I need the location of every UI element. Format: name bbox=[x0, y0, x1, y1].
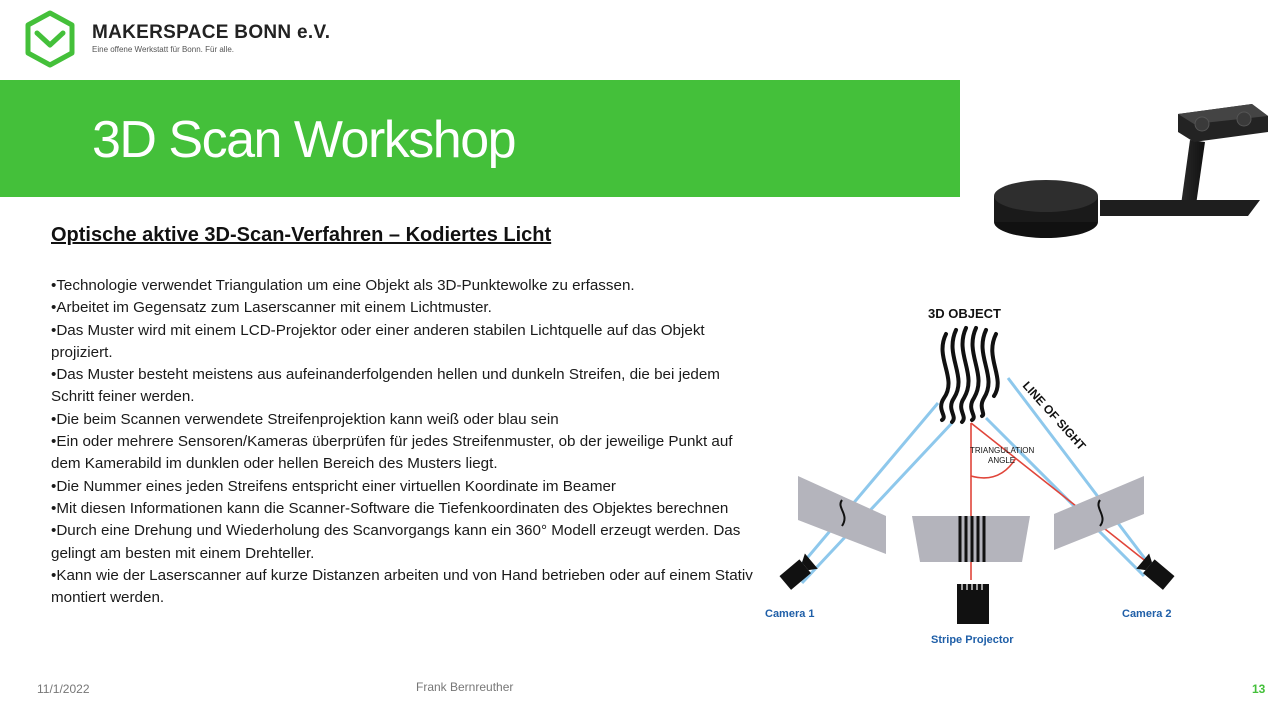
bullet-item: •Mit diesen Informationen kann die Scanner-Software die Tiefenkoordinaten des Objektes berechnen bbox=[51, 499, 729, 517]
structured-light-diagram bbox=[760, 298, 1200, 658]
bullet-list bbox=[51, 275, 757, 609]
page-number: 13 bbox=[1252, 682, 1266, 696]
bullet-item: •Ein oder mehrere Sensoren/Kameras überprüfen für jedes Streifenmuster, ob der jeweilige Punkt auf dem Kamerabild im dunklen oder hellen Bereich des Musters liegt. bbox=[51, 433, 733, 473]
triangulation-label-line1: TRIANGULATION bbox=[970, 446, 1035, 455]
projector-label: Stripe Projector bbox=[931, 634, 1014, 646]
org-name: MAKERSPACE BONN e.V. bbox=[92, 22, 331, 43]
camera2-label: Camera 2 bbox=[1122, 608, 1172, 620]
line-of-sight-label: LINE OF SIGHT bbox=[1019, 378, 1089, 453]
bullet-item: •Technologie verwendet Triangulation um eine Objekt als 3D-Punktewolke zu erfassen. bbox=[51, 277, 635, 294]
3d-object-icon bbox=[941, 328, 998, 422]
slide-title: 3D Scan Workshop bbox=[92, 111, 516, 169]
bullet-item: •Die beim Scannen verwendete Streifenprojektion kann weiß oder blau sein bbox=[51, 410, 559, 428]
makerspace-logo-icon bbox=[22, 9, 78, 69]
footer-author: Frank Bernreuther bbox=[416, 680, 514, 694]
bullet-item: •Arbeitet im Gegensatz zum Laserscanner mit einem Lichtmuster. bbox=[51, 299, 492, 317]
bullet-item: •Das Muster wird mit einem LCD-Projektor oder einer anderen stabilen Lichtquelle auf das Objekt projiziert. bbox=[51, 321, 705, 361]
bullet-item: •Die Nummer eines jeden Streifens entspricht einer virtuellen Koordinate im Beamer bbox=[51, 477, 616, 495]
camera1-label: Camera 1 bbox=[765, 608, 815, 620]
footer-date: 11/1/2022 bbox=[37, 682, 90, 696]
org-tagline: Eine offene Werkstatt für Bonn. Für alle. bbox=[92, 45, 234, 54]
triangulation-label-line2: ANGLE bbox=[988, 456, 1016, 465]
bullet-item: •Kann wie der Laserscanner auf kurze Distanzen arbeiten und von Hand betrieben oder auf einem Stativ montiert werden. bbox=[51, 566, 753, 607]
bullet-item: •Das Muster besteht meistens aus aufeinanderfolgenden hellen und dunkeln Streifen, die bei jedem Schritt feiner werden. bbox=[51, 366, 720, 406]
bullet-item: •Durch eine Drehung und Wiederholung des Scanvorgangs kann ein 360° Modell erzeugt werden. Das gelingt am besten mit einem Drehteller. bbox=[51, 522, 741, 562]
stripe-projector-icon bbox=[957, 584, 989, 624]
object-label: 3D OBJECT bbox=[928, 306, 1001, 321]
section-subheading: Optische aktive 3D-Scan-Verfahren – Kodiertes Licht bbox=[51, 224, 552, 246]
3d-scanner-image bbox=[990, 100, 1270, 245]
